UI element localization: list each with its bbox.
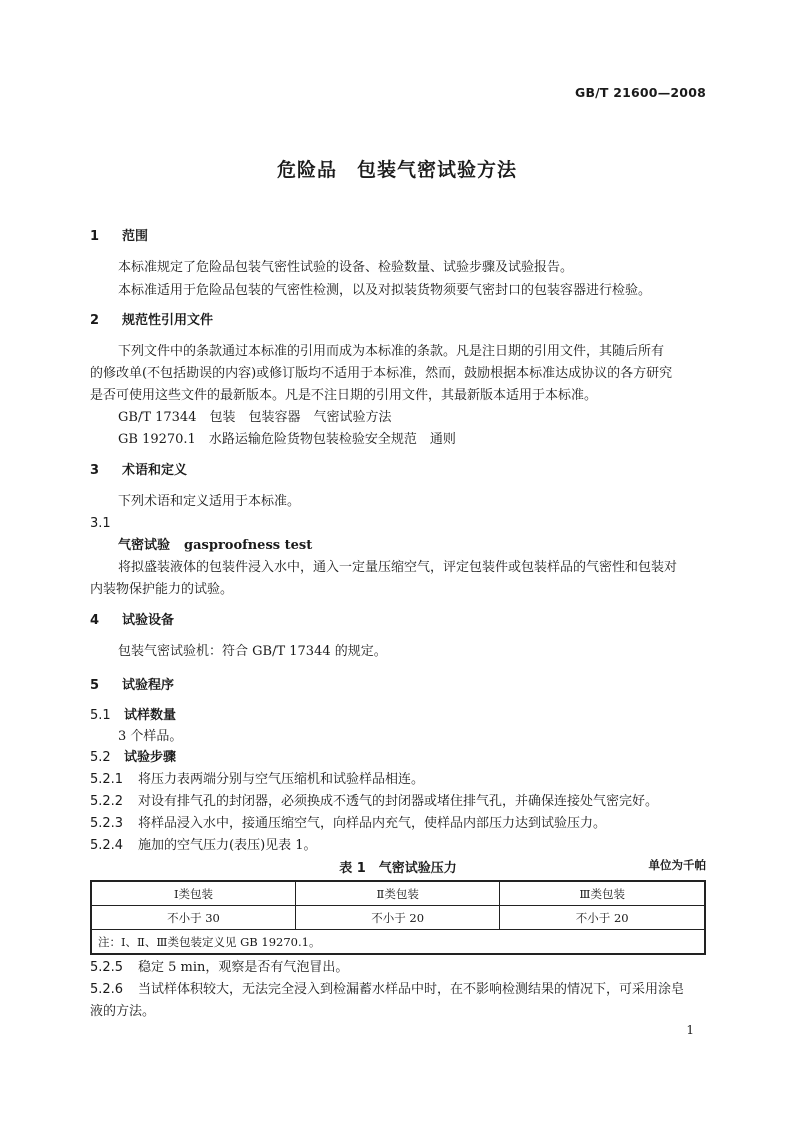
table-header-cell: Ⅲ类包装 xyxy=(500,881,705,906)
step-number: 5.2.4 xyxy=(90,838,124,853)
section-number: 2 xyxy=(90,313,100,328)
step-item xyxy=(90,814,706,834)
table-caption: 表 1 气密试验压力 xyxy=(339,861,457,876)
paragraph: 包装气密试验机：符合 GB/T 17344 的规定。 xyxy=(118,644,387,659)
step-number: 5.2.3 xyxy=(90,816,124,831)
section-5-heading xyxy=(90,676,706,696)
term-english: gasproofness test xyxy=(184,538,313,553)
table-unit: 单位为千帕 xyxy=(648,858,706,872)
section-number: 4 xyxy=(90,613,100,628)
step-text: 稳定 5 min，观察是否有气泡冒出。 xyxy=(138,960,349,975)
section-title: 试验程序 xyxy=(122,678,175,693)
page-number: 1 xyxy=(686,1023,694,1037)
document-title: 危险品 包装气密试验方法 xyxy=(276,159,517,181)
step-number: 5.2.1 xyxy=(90,772,124,787)
subsection-title: 试验步骤 xyxy=(124,750,177,765)
step-text: 对设有排气孔的封闭器，必须换成不透气的封闭器或堵住排气孔，并确保连接处气密完好。 xyxy=(138,794,659,809)
step-number: 5.2.2 xyxy=(90,794,124,809)
section-title: 规范性引用文件 xyxy=(122,313,214,328)
step-text: 将压力表两端分别与空气压缩机和试验样品相连。 xyxy=(138,772,425,787)
table-header-row xyxy=(91,881,705,906)
step-item xyxy=(90,980,706,1000)
term-definition: 将拟盛装液体的包装件浸入水中，通入一定量压缩空气，评定包装件或包装样品的气密性和包装对 xyxy=(118,560,678,575)
paragraph: 下列文件中的条款通过本标准的引用而成为本标准的条款。凡是注日期的引用文件，其随后所有 xyxy=(118,344,665,359)
table-cell: 不小于 30 xyxy=(91,906,295,930)
section-4-heading xyxy=(90,611,706,631)
paragraph: 是否可使用这些文件的最新版本。凡是不注日期的引用文件，其最新版本适用于本标准。 xyxy=(90,388,598,403)
paragraph: 的修改单(不包括勘误的内容)或修订版均不适用于本标准，然而，鼓励根据本标准达成协议的各方研究 xyxy=(90,366,673,381)
table-header-cell: Ⅰ类包装 xyxy=(91,881,295,906)
subsection-5-1-heading xyxy=(90,706,706,726)
step-text: 施加的空气压力(表压)见表 1。 xyxy=(138,838,317,853)
section-3-heading xyxy=(90,461,706,481)
pressure-table xyxy=(90,880,706,955)
paragraph: 本标准规定了危险品包装气密性试验的设备、检验数量、试验步骤及试验报告。 xyxy=(118,260,574,275)
section-1-heading xyxy=(90,227,706,247)
table-header-cell: Ⅱ类包装 xyxy=(295,881,499,906)
subsection-5-2-heading xyxy=(90,748,706,768)
table-note: 注：Ⅰ、Ⅱ、Ⅲ类包装定义见 GB 19270.1。 xyxy=(91,930,705,955)
section-title: 术语和定义 xyxy=(122,463,188,478)
term-chinese: 气密试验 xyxy=(118,538,171,553)
section-title: 试验设备 xyxy=(122,613,175,628)
table-caption-row xyxy=(90,857,706,877)
table-cell: 不小于 20 xyxy=(500,906,705,930)
table-row xyxy=(91,906,705,930)
step-number: 5.2.6 xyxy=(90,982,124,997)
section-number: 1 xyxy=(90,229,100,244)
subsection-title: 试样数量 xyxy=(124,708,177,723)
section-number: 5 xyxy=(90,678,100,693)
step-item xyxy=(90,792,706,812)
section-title: 范围 xyxy=(122,229,149,244)
paragraph: 下列术语和定义适用于本标准。 xyxy=(118,494,301,509)
step-text: 将样品浸入水中，接通压缩空气，向样品内充气，使样品内部压力达到试验压力。 xyxy=(138,816,607,831)
subsection-number: 5.2 xyxy=(90,750,111,765)
step-text: 当试样体积较大，无法完全浸入到检漏蓄水样品中时，在不影响检测结果的情况下，可采用涂皂 xyxy=(138,982,685,997)
table-cell: 不小于 20 xyxy=(295,906,499,930)
reference-item: GB/T 17344 包装 包装容器 气密试验方法 xyxy=(118,410,392,425)
step-item xyxy=(90,958,706,978)
paragraph: 本标准适用于危险品包装的气密性检测，以及对拟装货物须要气密封口的包装容器进行检验。 xyxy=(118,283,652,298)
reference-item: GB 19270.1 水路运输危险货物包装检验安全规范 通则 xyxy=(118,432,456,447)
subsection-number: 5.1 xyxy=(90,708,111,723)
term-definition: 内装物保护能力的试验。 xyxy=(90,582,234,597)
step-number: 5.2.5 xyxy=(90,960,124,975)
term-entry xyxy=(118,536,706,556)
step-item xyxy=(90,836,706,856)
section-number: 3 xyxy=(90,463,100,478)
step-text-continued: 液的方法。 xyxy=(90,1004,156,1019)
subsection-number: 3.1 xyxy=(90,516,111,531)
step-item xyxy=(90,770,706,790)
section-2-heading xyxy=(90,311,706,331)
paragraph: 3 个样品。 xyxy=(118,729,183,744)
standard-number: GB/T 21600—2008 xyxy=(574,85,706,100)
table-note-row xyxy=(91,930,705,955)
